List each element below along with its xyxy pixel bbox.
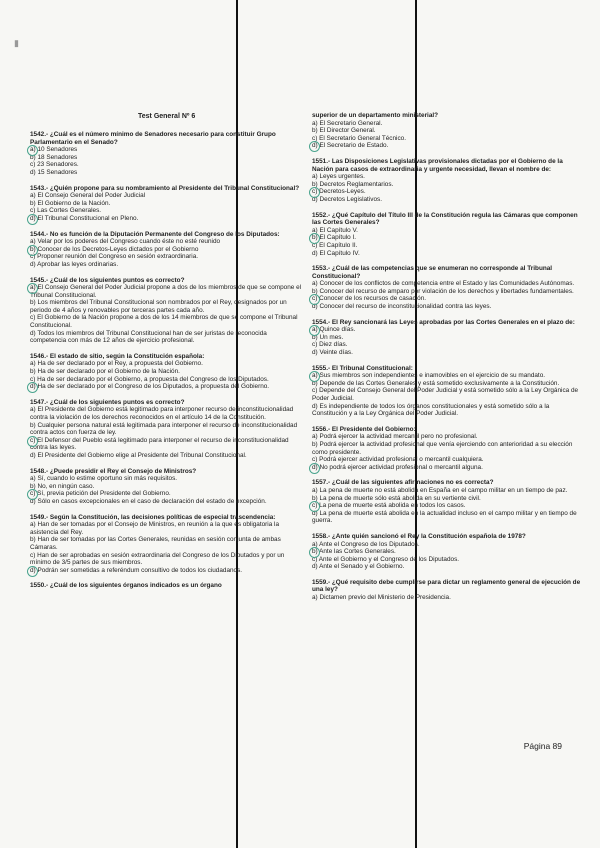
question — [312, 533, 584, 571]
question-title: 1545.- ¿Cuál de los siguientes puntos es correcto? — [30, 276, 185, 284]
answer-option: c) 23 Senadores. — [30, 161, 79, 169]
answer-option: b) Conocer del recurso de amparo por violación de los derechos y libertades fundamentales. — [312, 287, 574, 295]
question-title: 1558.- ¿Ante quién sancionó el Rey la Constitución española de 1978? — [312, 532, 526, 540]
answer-option: b) Los miembros del Tribunal Constitucional son nombrados por el Rey, designados por un periodo de 4 años y renovables por terceras partes cada año. — [30, 299, 287, 314]
question-title: 1550.- ¿Cuál de los siguientes órganos indicados es un órgano — [30, 582, 222, 590]
answer-option-marked: c) Sí, previa petición del Presidente del Gobierno. — [30, 490, 302, 498]
answer-option-marked: d) Ha de ser declarado por el Congreso de los Diputados, a propuesta del Gobierno. — [30, 383, 302, 391]
question-title: 1551.- Las Disposiciones Legislativas provisionales dictadas por el Gobierno de la Nación para casos de extraordinaria y urgente necesidad, llevan el nombre de: — [312, 157, 563, 173]
question — [30, 399, 302, 460]
question — [30, 353, 302, 391]
question-title: 1547.- ¿Cuál de los siguientes puntos es correcto? — [30, 398, 185, 406]
answer-option: a) Han de ser tomadas por el Consejo de Ministros, en reunión a la que es obligatoria la asistencia del Rey. — [30, 521, 280, 536]
answer-option-marked: c) Decretos-Leyes. — [312, 188, 584, 196]
answer-option: c) Diez días. — [312, 341, 348, 349]
question-title: 1543.- ¿Quién propone para su nombramiento al Presidente del Tribunal Constitucional? — [30, 184, 300, 192]
answer-option: a) Podrá ejercer la actividad mercantil pero no profesional. — [312, 433, 478, 441]
question — [312, 579, 584, 602]
question-title: 1549.- Según la Constitución, las decisiones políticas de especial trascendencia: — [30, 513, 276, 521]
answer-option: a) El Consejo General del Poder Judicial — [30, 192, 146, 200]
question — [312, 365, 584, 418]
question — [30, 131, 302, 177]
question-title: 1553.- ¿Cuál de las competencias que se enumeran no corresponde al Tribunal Constitucional? — [312, 265, 553, 280]
scan-mark: ▮ — [14, 38, 19, 48]
answer-option: a) Ha de ser declarado por el Rey, a propuesta del Gobierno. — [30, 360, 203, 368]
answer-option: c) Ante el Gobierno y el Congreso de los Diputados. — [312, 555, 460, 563]
answer-option-marked: d) El Secretario de Estado. — [312, 142, 584, 150]
question-title: 1552.- ¿Qué Capítulo del Título III de la Constitución regula las Cámaras que componen las Cortes Generales? — [312, 211, 578, 227]
question-title: 1548.- ¿Puede presidir el Rey el Consejo de Ministros? — [30, 467, 197, 475]
question — [30, 277, 302, 345]
answer-option: c) Ha de ser declarado por el Gobierno, a propuesta del Congreso de los Diputados. — [30, 375, 269, 383]
question-title: 1556.- El Presidente del Gobierno: — [312, 425, 416, 433]
answer-option: d) Conocer del recurso de inconstitucionalidad contra las leyes. — [312, 303, 492, 311]
answer-option: b) La pena de muerte sólo está abolida en su vertiente civil. — [312, 494, 481, 502]
answer-option: c) Han de ser aprobadas en sesión extraordinaria del Congreso de los Diputados y por un mínimo de 3/5 partes de sus miembros. — [30, 551, 285, 567]
left-column — [30, 131, 302, 598]
question-title: 1557.- ¿Cuál de las siguientes afirmaciones no es correcta? — [312, 479, 494, 487]
answer-option: d) Ante el Senado y el Gobierno. — [312, 563, 405, 571]
answer-option: a) El Capítulo V. — [312, 226, 358, 234]
answer-option-marked: d) No podrá ejercer actividad profesional o mercantil alguna. — [312, 464, 584, 472]
answer-option-marked: c) El Defensor del Pueblo está legitimado para interponer el recurso de inconstitucionalidad contra las leyes. — [30, 437, 302, 452]
answer-option: a) El Secretario General. — [312, 119, 383, 127]
answer-option: a) Dictamen previo del Ministerio de Presidencia. — [312, 594, 451, 602]
answer-option-marked: a) Sus miembros son independientes e inamovibles en el ejercicio de su mandato. — [312, 372, 584, 380]
answer-option: b) Decretos Reglamentarios. — [312, 180, 394, 188]
answer-option: b) El Director General. — [312, 127, 376, 135]
answer-option-marked: a) 10 Senadores — [30, 146, 302, 154]
answer-option: c) Las Cortes Generales. — [30, 207, 102, 215]
page-number: Página 89 — [523, 741, 562, 751]
answer-option: a) El Presidente del Gobierno está legitimado para interponer recurso de inconstitucionalidad contra la violación de los derechos reconocidos en el artículo 14 de la Constitución. — [30, 406, 294, 421]
answer-option-marked: b) Ante las Cortes Generales. — [312, 548, 584, 556]
question-title: 1554.- El Rey sancionará las Leyes aprobadas por las Cortes Generales en el plazo de: — [312, 318, 575, 326]
answer-option: a) Conocer de los conflictos de competencia entre el Estado y las Comunidades Autónomas. — [312, 280, 575, 288]
answer-option: c) El Capítulo II. — [312, 241, 358, 249]
answer-option: d) Aprobar las leyes ordinarias. — [30, 260, 119, 268]
question — [312, 426, 584, 472]
answer-option: b) Depende de las Cortes Generales y está sometido exclusivamente a la Constitución. — [312, 379, 560, 387]
answer-option: b) El Gobierno de la Nación. — [30, 199, 111, 207]
answer-option: c) Podrá ejercer actividad profesional o mercantil cualquiera. — [312, 456, 484, 464]
answer-option-marked: d) El Tribunal Constitucional en Pleno. — [30, 215, 302, 223]
answer-option: d) Veinte días. — [312, 349, 353, 357]
question — [312, 479, 584, 525]
answer-option: b) Ha de ser declarado por el Gobierno de la Nación. — [30, 368, 180, 376]
answer-option: c) El Gobierno de la Nación propone a dos de los 14 miembros de que se compone el Tribunal Constitucional. — [30, 314, 298, 330]
answer-option: b) 18 Senadores — [30, 153, 78, 161]
answer-option: d) Sólo en casos excepcionales en el caso de declaración del estado de excepción. — [30, 497, 267, 505]
question-title: 1544.- No es función de la Diputación Permanente del Congreso de los Diputados: — [30, 230, 280, 238]
answer-option-marked: d) Podrán ser sometidas a referéndum consultivo de todos los ciudadanos. — [30, 567, 302, 575]
answer-option-marked: a) Quince días. — [312, 326, 584, 334]
answer-option-marked: b) El Capítulo I. — [312, 234, 584, 242]
question — [312, 319, 584, 357]
answer-option: a) La pena de muerte no está abolida en España en el campo militar en un tiempo de paz. — [312, 486, 568, 494]
question — [30, 468, 302, 506]
answer-option: a) Velar por los poderes del Congreso cuando éste no esté reunido — [30, 238, 221, 246]
answer-option: b) Podrá ejercer la actividad profesional que venía ejerciendo con anterioridad a su elección como presidente. — [312, 440, 573, 456]
answer-option: b) Un mes. — [312, 333, 344, 341]
answer-option: c) El Secretario General Técnico. — [312, 134, 407, 142]
answer-option-marked: b) Conocer de los Decretos-Leyes dictados por el Gobierno — [30, 246, 302, 254]
question — [312, 112, 584, 150]
answer-option: d) Todos los miembros del Tribunal Constitucional han de ser juristas de reconocida competencia con más de 12 años de ejercicio profesional. — [30, 329, 267, 345]
answer-option: d) Decretos Legislativos. — [312, 195, 382, 203]
answer-option: b) Cualquier persona natural está legitimada para interponer el recurso de inconstitucionalidad contra actos con fuerza de ley. — [30, 421, 298, 437]
answer-option: c) Depende del Consejo General del Poder Judicial y está sometido sólo a la Ley Orgánica de Poder Judicial. — [312, 387, 579, 402]
question — [312, 212, 584, 258]
question — [312, 265, 584, 311]
answer-option: d) 15 Senadores — [30, 168, 78, 176]
answer-option: a) Sí, cuando lo estime oportuno sin más requisitos. — [30, 475, 178, 483]
answer-option: d) El Presidente del Gobierno elige al Presidente del Tribunal Constitucional. — [30, 451, 247, 459]
answer-option: a) Ante el Congreso de los Diputados. — [312, 540, 420, 548]
question-title: 1555.- El Tribunal Constitucional: — [312, 364, 413, 372]
answer-option: d) Es independiente de todos los órganos constitucionales y está sometido sólo a la Constitución y a la Ley Orgánica del Poder Judicial. — [312, 402, 550, 418]
answer-option: d) El Capítulo IV. — [312, 249, 360, 257]
page-header: Test General Nº 6 — [138, 113, 196, 120]
question — [30, 582, 302, 590]
question — [30, 185, 302, 223]
answer-option: d) La pena de muerte está abolida en la actualidad incluso en el campo militar y en tiempo de guerra. — [312, 509, 577, 525]
question-title: 1542.- ¿Cuál es el número mínimo de Senadores necesario para constituir Grupo Parlamentario en el Senado? — [30, 131, 276, 146]
answer-option: c) Proponer reunión del Congreso en sesión extraordinaria. — [30, 253, 199, 261]
question-title: 1559.- ¿Qué requisito debe cumplirse para dictar un reglamento general de ejecución de una ley? — [312, 578, 581, 594]
question — [312, 158, 584, 204]
question — [30, 231, 302, 269]
answer-option-marked: c) La pena de muerte está abolida en todos los casos. — [312, 502, 584, 510]
answer-option: b) No, en ningún caso. — [30, 482, 95, 490]
question-title: 1546.- El estado de sitio, según la Constitución española: — [30, 352, 205, 360]
answer-option: a) Leyes urgentes. — [312, 173, 365, 181]
right-column — [312, 112, 584, 610]
answer-option: b) Han de ser tomadas por las Cortes Generales, reunidas en sesión conjunta de ambas Cámaras. — [30, 536, 281, 551]
question — [30, 514, 302, 575]
answer-option-marked: a) El Consejo General del Poder Judicial propone a dos de los miembros de que se compone el Tribunal Constitucional. — [30, 284, 302, 299]
question-title: superior de un departamento ministerial? — [312, 112, 439, 119]
answer-option-marked: c) Conocer de los recursos de casación. — [312, 295, 584, 303]
